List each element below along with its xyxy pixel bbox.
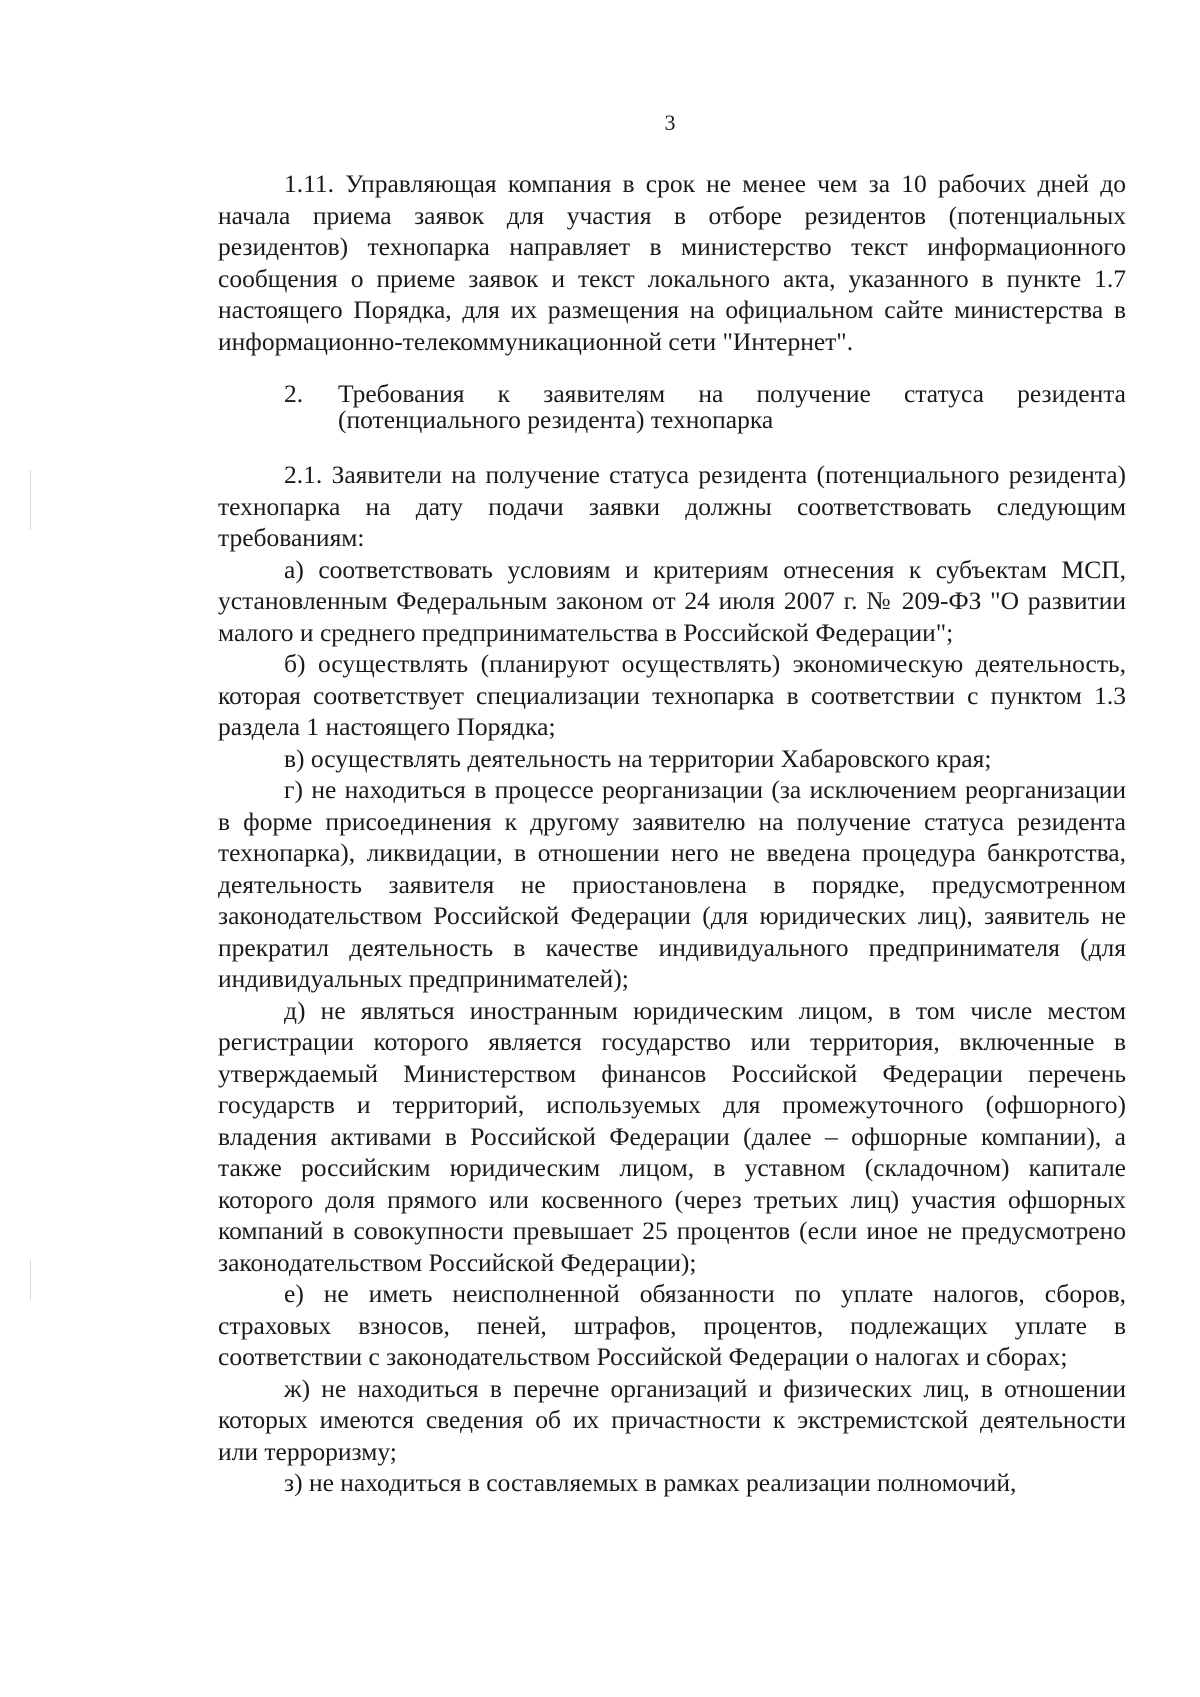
list-item: в) осуществлять деятельность на территории Хабаровского края;: [284, 743, 992, 773]
page-number: 3: [664, 110, 676, 135]
list-item: а) соответствовать условиям и критериям отнесения к субъектам МСП, установленным Федеральным законом от 24 июля 2007 г. № 209-ФЗ "О развитии малого и среднего предпринимательства в Российской Федерации";: [218, 554, 1126, 647]
list-item: з) не находиться в составляемых в рамках реализации полномочий,: [284, 1468, 1017, 1497]
document-body: [218, 168, 1126, 1499]
scan-margin-line: [30, 1260, 31, 1300]
paragraph: 1.11. Управляющая компания в срок не менее чем за 10 рабочих дней до начала приема заявок для участия в отборе резидентов (потенциальных резидентов) технопарка направляет в министерство текст информационного сообщения о приеме заявок и текст локального акта, указанного в пункте 1.7 настоящего Порядка, для их размещения на официальном сайте министерства в информационно-телекоммуникационной сети "Интернет".: [218, 169, 1126, 356]
section-number: 2.: [284, 379, 304, 408]
section-title: Требования к заявителям на получение статуса резидента (потенциального резидента) технопарка: [338, 379, 1126, 434]
list-item: ж) не находиться в перечне организаций и физических лиц, в отношении которых имеются сведения об их причастности к экстремистской деятельности или терроризму;: [218, 1373, 1126, 1466]
list-item: д) не являться иностранным юридическим лицом, в том числе местом регистрации которого является государство или территория, включенные в утверждаемый Министерством финансов Российской Федерации перечень государств и территорий, используемых для промежуточного (офшорного) владения активами в Российской Федерации (далее – офшорные компании), а также российским юридическим лицом, в уставном (складочном) капитале которого доля прямого или косвенного (через третьих лиц) участия офшорных компаний в совокупности превышает 25 процентов (если иное не предусмотрено законодательством Российской Федерации);: [218, 995, 1126, 1277]
list-item: б) осуществлять (планируют осуществлять) экономическую деятельность, которая соответствует специализации технопарка в соответствии с пунктом 1.3 раздела 1 настоящего Порядка;: [218, 649, 1126, 741]
list-item: е) не иметь неисполненной обязанности по уплате налогов, сборов, страховых взносов, пеней, штрафов, процентов, подлежащих уплате в соответствии с законодательством Российской Федерации о налогах и сборах;: [218, 1279, 1126, 1371]
section-heading: [218, 381, 1126, 433]
scan-margin-line: [30, 470, 31, 530]
list-item: г) не находиться в процессе реорганизации (за исключением реорганизации в форме присоединения к другому заявителю на получение статуса резидента технопарка), ликвидации, в отношении него не введена процедура банкротства, деятельность заявителя не приостановлена в порядке, предусмотренном законодательством Российской Федерации (для юридических лиц), заявитель не прекратил деятельность в качестве индивидуального предпринимателя (для индивидуальных предпринимателей);: [218, 775, 1126, 993]
paragraph: 2.1. Заявители на получение статуса резидента (потенциального резидента) технопарка на дату подачи заявки должны соответствовать следующим требованиям:: [218, 460, 1126, 552]
